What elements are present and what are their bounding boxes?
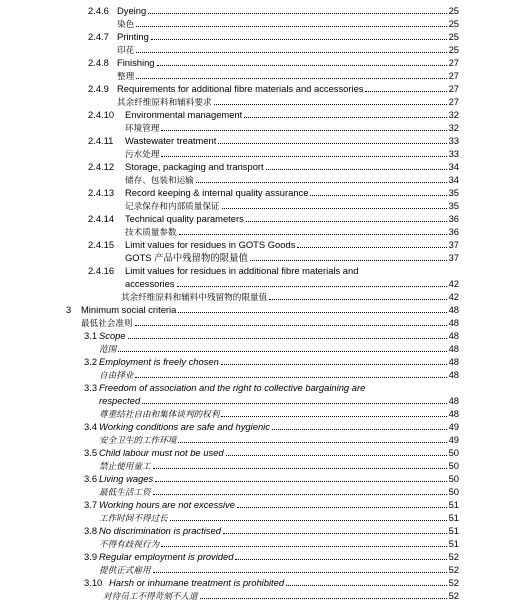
dot-leader: [179, 225, 447, 235]
toc-entry-number: 3.1: [84, 330, 98, 341]
toc-entry-title: accessories: [125, 278, 175, 289]
toc-entry-number: 2.4.12: [88, 161, 115, 172]
toc-entry-page: 50: [448, 460, 459, 471]
toc-entry-page: 27: [448, 83, 459, 94]
dot-leader: [297, 238, 446, 248]
dot-leader: [178, 303, 446, 313]
toc-entry-page: 51: [448, 525, 459, 536]
dot-leader: [221, 407, 446, 417]
toc-entry-title: Working conditions are safe and hygienic: [99, 421, 270, 432]
toc-entry-title: Dyeing: [117, 5, 147, 16]
toc-entry[interactable]: [0, 459, 530, 472]
toc-entry-title: Finishing: [117, 57, 155, 68]
dot-leader: [136, 43, 446, 53]
toc-entry-title: Minimum social criteria: [81, 304, 177, 315]
toc-entry[interactable]: [0, 264, 530, 277]
toc-entry-page: 51: [448, 538, 459, 549]
toc-entry-page: 50: [448, 447, 459, 458]
toc-entry[interactable]: [0, 498, 530, 511]
dot-leader: [170, 511, 447, 521]
toc-entry-title: 自由择业: [99, 371, 134, 381]
dot-leader: [266, 160, 447, 170]
dot-leader: [118, 342, 446, 352]
toc-entry-title: Wastewater treatment: [125, 135, 217, 146]
dot-leader: [246, 212, 447, 222]
dot-leader: [135, 368, 446, 378]
toc-entry-page: 27: [448, 57, 459, 68]
toc-entry-title: 污水处理: [125, 150, 160, 160]
toc-entry[interactable]: [0, 17, 530, 30]
dot-leader: [151, 30, 447, 40]
toc-entry-page: 52: [448, 564, 459, 575]
toc-entry-title: Employment is freely chosen: [99, 356, 219, 367]
toc-entry-title: GOTS 产品中残留物的限量值: [125, 252, 248, 263]
toc-entry-number: 3.2: [84, 356, 98, 367]
toc-entry-page: 42: [448, 278, 459, 289]
toc-entry-title: 整理: [117, 72, 135, 82]
toc-entry-number: 3: [66, 304, 72, 315]
toc-entry-page: 25: [448, 44, 459, 55]
toc-entry-number: 3.8: [84, 525, 98, 536]
toc-entry-title: respected: [99, 395, 141, 406]
toc-entry-title: Freedom of association and the right to collective bargaining are: [99, 382, 366, 393]
dot-leader: [272, 420, 447, 430]
toc-entry-title: Record keeping & internal quality assurance: [125, 187, 309, 198]
toc-entry[interactable]: [0, 4, 530, 17]
dot-leader: [214, 95, 447, 105]
dot-leader: [142, 394, 446, 404]
toc-entry[interactable]: [0, 290, 530, 303]
toc-entry-page: 42: [448, 291, 459, 302]
toc-entry[interactable]: [0, 589, 530, 602]
toc-entry-number: 2.4.16: [88, 265, 115, 276]
toc-entry[interactable]: [0, 303, 530, 316]
toc-entry[interactable]: [0, 108, 530, 121]
toc-entry-page: 25: [448, 31, 459, 42]
toc-entry-number: 2.4.7: [88, 31, 109, 42]
toc-entry-page: 25: [448, 18, 459, 29]
toc-entry-number: 2.4.15: [88, 239, 115, 250]
dot-leader: [237, 498, 447, 508]
toc-entry-title: Requirements for additional fibre materials and accessories: [117, 83, 364, 94]
dot-leader: [222, 199, 447, 209]
toc-entry[interactable]: [0, 563, 530, 576]
toc-entry[interactable]: [0, 82, 530, 95]
toc-entry-page: 48: [448, 343, 459, 354]
toc-entry-title: Limit values for residues in additional fibre materials and: [125, 265, 359, 276]
dot-leader: [196, 173, 447, 183]
toc-entry-title: 最低社会准则: [81, 319, 133, 329]
dot-leader: [235, 550, 446, 560]
toc-entry-page: 37: [448, 252, 459, 263]
toc-entry-number: 3.6: [84, 473, 98, 484]
toc-entry-number: 2.4.6: [88, 5, 109, 16]
toc-entry-page: 48: [448, 356, 459, 367]
toc-entry-page: 49: [448, 434, 459, 445]
toc-entry-title: 技术质量参数: [125, 228, 177, 238]
toc-entry-number: 3.10: [84, 577, 103, 588]
toc-entry-page: 48: [448, 317, 459, 328]
toc-entry[interactable]: [0, 537, 530, 550]
toc-entry[interactable]: [0, 342, 530, 355]
toc-entry-number: 2.4.9: [88, 83, 109, 94]
toc-entry-title: 禁止使用童工: [99, 462, 151, 472]
toc-entry[interactable]: [0, 238, 530, 251]
dot-leader: [161, 147, 446, 157]
dot-leader: [310, 186, 446, 196]
toc-entry-title: 环境管理: [125, 124, 160, 134]
toc-entry-page: 27: [448, 96, 459, 107]
toc-entry-title: 工作时间不得过长: [99, 514, 168, 524]
toc-entry-number: 3.7: [84, 499, 98, 510]
toc-entry[interactable]: [0, 394, 530, 407]
toc-entry-page: 37: [448, 239, 459, 250]
toc-entry-page: 34: [448, 161, 459, 172]
toc-entry-title: Storage, packaging and transport: [125, 161, 264, 172]
toc-entry-page: 51: [448, 499, 459, 510]
toc-entry-number: 2.4.10: [88, 109, 115, 120]
toc-entry-page: 33: [448, 148, 459, 159]
toc-entry[interactable]: [0, 186, 530, 199]
toc-entry[interactable]: [0, 56, 530, 69]
toc-entry-page: 50: [448, 486, 459, 497]
dot-leader: [177, 277, 447, 287]
toc-entry-page: 49: [448, 421, 459, 432]
toc-entry[interactable]: [0, 121, 530, 134]
toc-entry-page: 48: [448, 408, 459, 419]
toc-entry-page: 32: [448, 109, 459, 120]
toc-entry-page: 27: [448, 70, 459, 81]
toc-entry[interactable]: [0, 225, 530, 238]
dot-leader: [250, 251, 447, 261]
dot-leader: [200, 589, 447, 599]
toc-entry[interactable]: [0, 433, 530, 446]
toc-entry-page: 25: [448, 5, 459, 16]
toc-entry-title: 提供正式雇用: [99, 566, 151, 576]
toc-entry-title: 对待员工不得苛刻不人道: [103, 592, 198, 602]
toc-entry-page: 48: [448, 369, 459, 380]
toc-entry-title: 不得有歧视行为: [99, 540, 160, 550]
dot-leader: [286, 576, 446, 586]
toc-entry-title: No discrimination is practised: [99, 525, 221, 536]
dot-leader: [269, 290, 446, 300]
toc-entry-title: Scope: [99, 330, 126, 341]
toc-entry[interactable]: [0, 251, 530, 264]
toc-entry-title: Environmental management: [125, 109, 243, 120]
toc-entry-title: Regular employment is provided: [99, 551, 234, 562]
toc-entry-title: 其余纤维原料和辅料要求: [117, 98, 212, 108]
toc-entry-page: 50: [448, 473, 459, 484]
toc-entry[interactable]: [0, 576, 530, 589]
toc-entry-title: 尊重结社自由和集体谈判的权利: [99, 410, 220, 420]
toc-entry[interactable]: [0, 368, 530, 381]
toc-entry-number: 3.5: [84, 447, 98, 458]
dot-leader: [148, 4, 446, 14]
toc-entry[interactable]: [0, 69, 530, 82]
toc-entry[interactable]: [0, 43, 530, 56]
toc-entry-page: 48: [448, 304, 459, 315]
toc-entry[interactable]: [0, 173, 530, 186]
toc-entry-number: 3.3: [84, 382, 98, 393]
toc-entry-title: 染色: [117, 20, 135, 30]
toc-entry-page: 34: [448, 174, 459, 185]
toc-entry[interactable]: [0, 95, 530, 108]
toc-entry[interactable]: [0, 472, 530, 485]
toc-entry-page: 48: [448, 395, 459, 406]
toc-entry[interactable]: [0, 407, 530, 420]
toc-entry-title: Harsh or inhumane treatment is prohibited: [109, 577, 285, 588]
toc-entry-number: 2.4.14: [88, 213, 115, 224]
toc-entry-title: 其余纤维原料和辅料中残留物的限量值: [121, 293, 268, 303]
toc-entry[interactable]: [0, 277, 530, 290]
toc-entry-title: Living wages: [99, 473, 154, 484]
toc-entry-title: 最低生活工资: [99, 488, 151, 498]
dot-leader: [161, 537, 446, 547]
dot-leader: [226, 446, 447, 456]
toc-entry-title: Child labour must not be used: [99, 447, 224, 458]
toc-entry[interactable]: [0, 30, 530, 43]
dot-leader: [128, 329, 447, 339]
toc-entry-title: Working hours are not excessive: [99, 499, 235, 510]
toc-entry[interactable]: [0, 212, 530, 225]
toc-entry-page: 36: [448, 226, 459, 237]
dot-leader: [161, 121, 446, 131]
toc-entry-page: 32: [448, 122, 459, 133]
toc-entry-title: 储存、包装和运输: [125, 176, 194, 186]
toc-entry[interactable]: [0, 316, 530, 329]
toc-entry[interactable]: [0, 199, 530, 212]
toc-entry-page: 36: [448, 213, 459, 224]
dot-leader: [153, 485, 447, 495]
toc-entry-title: Limit values for residues in GOTS Goods: [125, 239, 296, 250]
dot-leader: [218, 134, 446, 144]
toc-entry[interactable]: [0, 511, 530, 524]
toc-entry[interactable]: [0, 381, 530, 394]
dot-leader: [178, 433, 446, 443]
dot-leader: [136, 17, 446, 27]
toc-entry-number: 2.4.8: [88, 57, 109, 68]
toc-entry[interactable]: [0, 160, 530, 173]
toc-entry-number: 2.4.11: [88, 135, 114, 146]
dot-leader: [221, 355, 447, 365]
toc-entry[interactable]: [0, 355, 530, 368]
toc-entry-page: 52: [448, 551, 459, 562]
toc-entry-page: 52: [448, 590, 459, 601]
toc-entry-page: 35: [448, 200, 459, 211]
toc-entry-title: Technical quality parameters: [125, 213, 244, 224]
dot-leader: [223, 524, 447, 534]
toc-entry[interactable]: [0, 147, 530, 160]
toc-entry-page: 33: [448, 135, 459, 146]
dot-leader: [244, 108, 446, 118]
toc-entry-number: 2.4.13: [88, 187, 115, 198]
toc-entry-title: 印花: [117, 46, 135, 56]
toc-entry-page: 48: [448, 330, 459, 341]
toc-entry-page: 51: [448, 512, 459, 523]
toc-entry-page: 35: [448, 187, 459, 198]
toc-entry-page: 52: [448, 577, 459, 588]
toc-entry[interactable]: [0, 524, 530, 537]
dot-leader: [136, 69, 446, 79]
toc-entry-title: 安全卫生的工作环境: [99, 436, 177, 446]
dot-leader: [153, 459, 447, 469]
toc-entry-number: 3.9: [84, 551, 98, 562]
toc-entry-title: Printing: [117, 31, 149, 42]
toc-entry[interactable]: [0, 420, 530, 433]
toc-entry[interactable]: [0, 134, 530, 147]
toc-entry-title: 范围: [99, 345, 117, 355]
toc-entry-number: 3.4: [84, 421, 98, 432]
dot-leader: [153, 563, 447, 573]
toc-entry[interactable]: [0, 550, 530, 563]
toc-entry[interactable]: [0, 446, 530, 459]
dot-leader: [135, 316, 447, 326]
toc-entry[interactable]: [0, 329, 530, 342]
toc-entry[interactable]: [0, 485, 530, 498]
toc-entry-title: 记录保存和内部质量保证: [125, 202, 220, 212]
dot-leader: [155, 472, 446, 482]
dot-leader: [157, 56, 447, 66]
dot-leader: [365, 82, 446, 92]
